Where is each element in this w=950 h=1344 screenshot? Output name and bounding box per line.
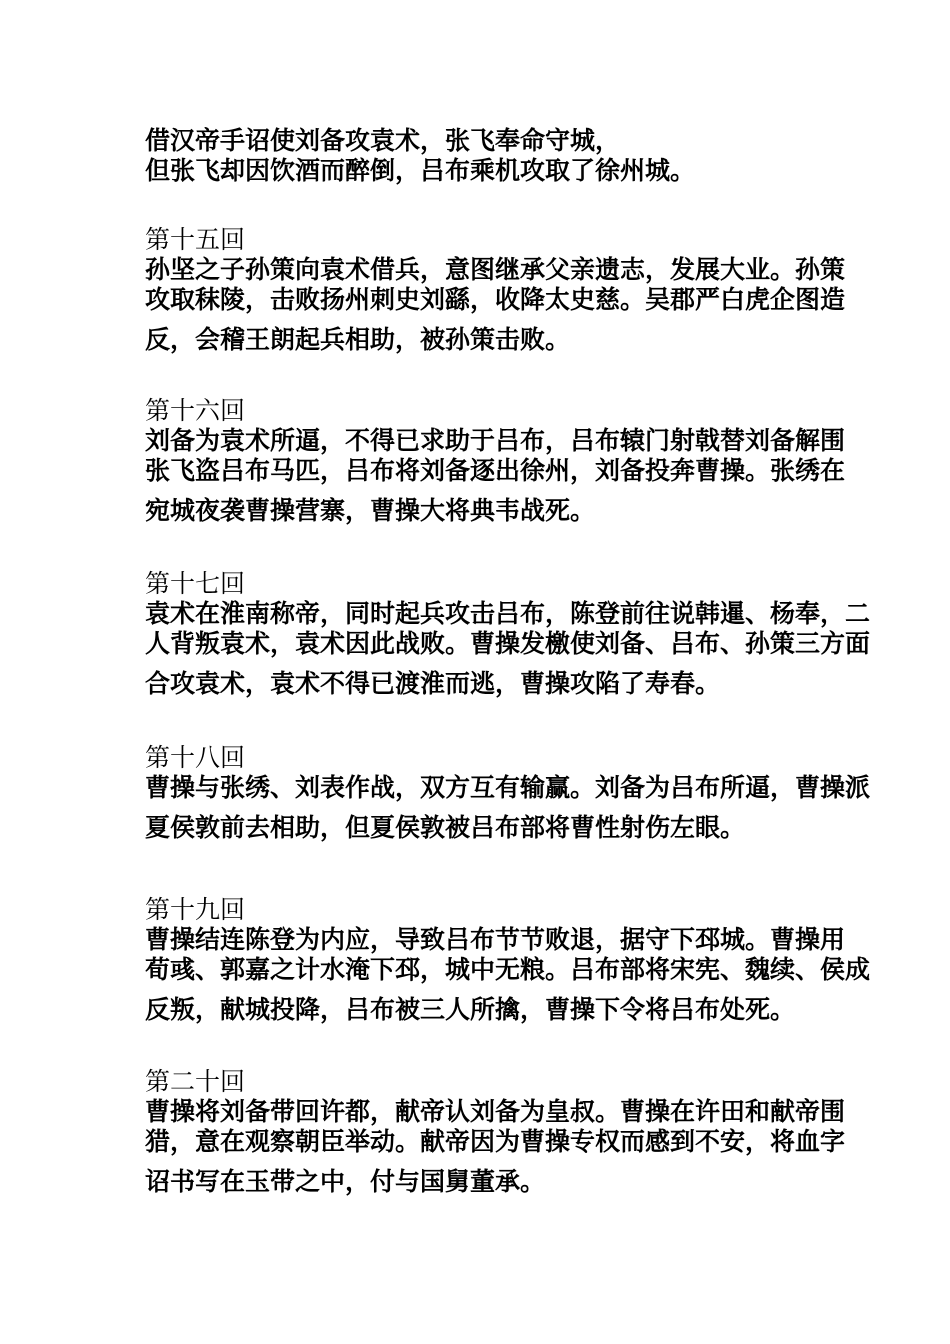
text-line: 夏侯敦前去相助，但夏侯敦被吕布部将曹性射伤左眼。 bbox=[145, 813, 746, 842]
text-line: 但张飞却因饮酒而醉倒，吕布乘机攻取了徐州城。 bbox=[145, 156, 696, 185]
text-line: 张飞盗吕布马匹，吕布将刘备逐出徐州，刘备投奔曹操。张绣在 bbox=[145, 456, 846, 485]
intro-paragraph bbox=[145, 126, 815, 186]
text-line: 曹操将刘备带回许都，献帝认刘备为皇叔。曹操在许田和献帝围 bbox=[145, 1097, 846, 1126]
chapter-17 bbox=[145, 569, 871, 699]
text-line: 刘备为袁术所逼，不得已求助于吕布，吕布辕门射戟替刘备解围 bbox=[145, 426, 846, 455]
chapter-title: 第十六回 bbox=[145, 396, 246, 425]
text-line: 反，会稽王朗起兵相助，被孙策击败。 bbox=[145, 325, 571, 354]
chapter-19 bbox=[145, 895, 871, 1025]
text-line: 荀彧、郭嘉之计水淹下邳，城中无粮。吕布部将宋宪、魏续、侯成 bbox=[145, 955, 871, 984]
text-line: 合攻袁术，袁术不得已渡淮而逃，曹操攻陷了寿春。 bbox=[145, 669, 721, 698]
chapter-title: 第十五回 bbox=[145, 225, 246, 254]
text-line: 猎，意在观察朝臣举动。献帝因为曹操专权而感到不安，将血字 bbox=[145, 1127, 846, 1156]
chapter-title: 第十九回 bbox=[145, 895, 246, 924]
text-line: 攻取秣陵，击败扬州刺史刘繇，收降太史慈。吴郡严白虎企图造 bbox=[145, 285, 846, 314]
text-line: 人背叛袁术，袁术因此战败。曹操发檄使刘备、吕布、孙策三方面 bbox=[145, 629, 871, 658]
text-line: 借汉帝手诏使刘备攻袁术，张飞奉命守城， bbox=[145, 126, 621, 155]
chapter-16 bbox=[145, 396, 846, 526]
text-line: 孙坚之子孙策向袁术借兵，意图继承父亲遗志，发展大业。孙策 bbox=[145, 255, 846, 284]
chapter-15 bbox=[145, 225, 846, 355]
text-line: 反叛，献城投降，吕布被三人所擒，曹操下令将吕布处死。 bbox=[145, 995, 796, 1024]
text-line: 宛城夜袭曹操营寨，曹操大将典韦战死。 bbox=[145, 496, 596, 525]
text-line: 曹操与张绣、刘表作战，双方互有输赢。刘备为吕布所逼，曹操派 bbox=[145, 773, 871, 802]
text-line: 曹操结连陈登为内应，导致吕布节节败退，据守下邳城。曹操用 bbox=[145, 925, 846, 954]
text-line: 诏书写在玉带之中，付与国舅董承。 bbox=[145, 1167, 546, 1196]
chapter-18 bbox=[145, 743, 871, 843]
chapter-title: 第十八回 bbox=[145, 743, 246, 772]
chapter-20 bbox=[145, 1067, 846, 1197]
chapter-title: 第二十回 bbox=[145, 1067, 246, 1096]
chapter-title: 第十七回 bbox=[145, 569, 246, 598]
text-line: 袁术在淮南称帝，同时起兵攻击吕布，陈登前往说韩暹、杨奉，二 bbox=[145, 599, 871, 628]
